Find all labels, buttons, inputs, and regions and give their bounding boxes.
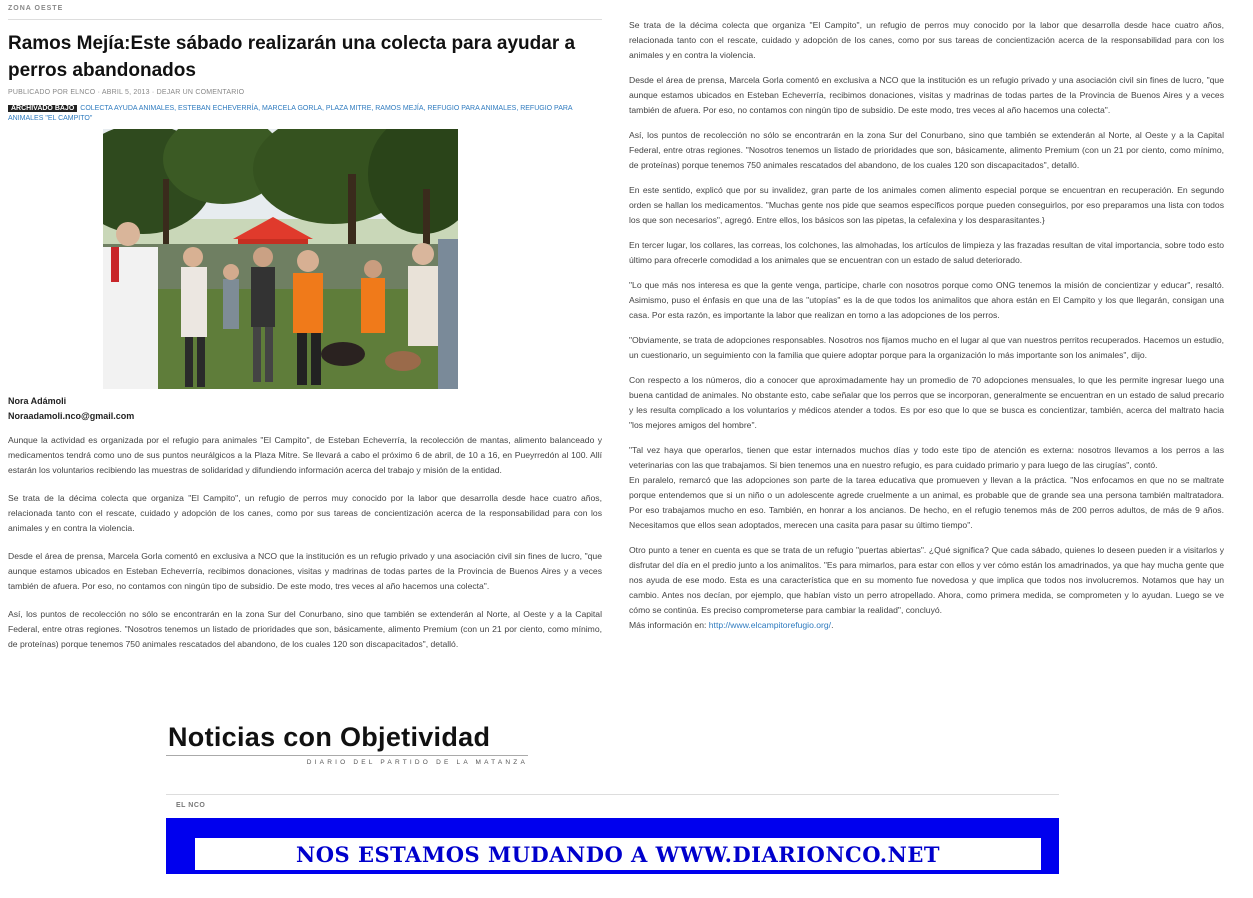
right-paragraph: Con respecto a los números, dio a conocer que aproximadamente hay un promedio de 70 adopciones mensuales, lo que les permite ingresar luego una buena cantidad de animales. No obstante esto, cabe señalar que los perros que se incorporan, generalmente se encuentran en un estado de salud precario y les resulta complicado a los voluntarios y médicos atender a todos. Es por eso que lo que se busca es concientizar, también, acerca del maltrato hacia "los mejores amigos del hombre". (629, 375, 1224, 430)
footer-divider (166, 794, 1059, 795)
more-info-suffix: . (831, 620, 834, 630)
article-tags (8, 104, 602, 124)
right-column (629, 18, 1224, 643)
author-email: Noraadamoli.nco@gmail.com (8, 411, 135, 421)
right-paragraph: En este sentido, explicó que por su invalidez, gran parte de los animales comen alimento especial porque se encuentran en recuperación. En segundo orden se hallan los medicamentos. "Muchas gente nos pide que seamos específicos porque pueden conseguirlos, por eso preparamos una lista con todos los que son necesarios", agregó. Entre ellos, los básicos son las pipetas, la cefalexina y los desparasitantes.} (629, 185, 1224, 225)
banner-text[interactable]: NOS ESTAMOS MUDANDO A WWW.DIARIONCO.NET (296, 842, 940, 867)
author-block (8, 394, 602, 424)
article-title: Ramos Mejía:Este sábado realizarán una colecta para ayudar a perros abandonados (8, 33, 576, 81)
author-name: Nora Adámoli (8, 396, 67, 406)
right-paragraph: Otro punto a tener en cuenta es que se trata de un refugio "puertas abiertas". ¿Qué significa? Que cada sábado, quienes lo deseen pueden ir a visitarlos y disfrutar del día en el predio junto a los animalitos. "Es para mimarlos, para estar con ellos y ver cómo están los amadrinados, ya que hay mucha gente que nos ayuda de ese modo. Esta es una característica que en su momento fue novedosa y que implica que todos nos involucremos. Notamos que hay un cambio. Antes nos decían, por ejemplo, que habían visto un perro atropellado. Ahora, como primera medida, se comprometen y lo ayudan. Luego se ve cómo se continúa. Es preciso comprometerse para cambiar la realidad", concluyó. (629, 545, 1224, 615)
more-info (629, 618, 1224, 633)
left-column (8, 0, 602, 665)
section-label: ZONA OESTE (8, 0, 602, 20)
right-paragraph: Así, los puntos de recolección no sólo se encontrarán en la zona Sur del Conurbano, sino que también se extenderán al Norte, al Oeste y a la Capital Federal, entre otras regiones. "Nosotros tenemos un listado de prioridades que son, básicamente, alimento Premium (con un 21 por ciento, como mínimo, de proteínas) porque tenemos 750 animales rescatados del abandono, de los cuales 120 son discapacitados", detalló. (629, 130, 1224, 170)
right-paragraph: "Tal vez haya que operarlos, tienen que estar internados muchos días y todo este tipo de atención es externa: nosotros llevamos a los perros a las veterinarias con las que trabajamos. Si bien tenemos una en nuestro refugio, es para cuidado primario y para luego de las cirugías", contó. (629, 445, 1224, 470)
article-photo (103, 129, 458, 389)
right-paragraph: Desde el área de prensa, Marcela Gorla comentó en exclusiva a NCO que la institución es un refugio privado y una asociación civil sin fines de lucro, "que aunque estamos ubicados en Esteban Echeverría, recibimos donaciones, visitas y madrinas de todas partes de la Provincia de Buenos Aires y a veces también de afuera. Por eso, no contamos con ningún tipo de subsidio. De este modo, tres veces al año hacemos una colecta". (629, 75, 1224, 115)
left-paragraph: Aunque la actividad es organizada por el refugio para animales "El Campito", de Esteban Echeverría, la recolección de mantas, alimento balanceado y medicamentos tendrá como uno de sus puntos neurálgicos a la Plaza Mitre. Se llevará a cabo el próximo 6 de abril, de 10 a 16, en Pueyrredón al 100. Allí estarán los voluntarios recibiendo las muestras de solidaridad y difundiendo información acerca del trabajo y misión de la entidad. (8, 435, 602, 475)
right-paragraph: "Obviamente, se trata de adopciones responsables. Nosotros nos fijamos mucho en el lugar al que van nuestros perritos recuperados. Hacemos un estudio, un cuestionario, un seguimiento con la familia que quiere adoptar porque para la organización lo más importante son los animales", dijo. (629, 335, 1224, 360)
left-paragraph: Se trata de la décima colecta que organiza "El Campito", un refugio de perros muy conocido por la labor que desarrolla desde hace cuatro años, relacionada tanto con el rescate, cuidado y adopción de los canes, como por sus tareas de concientización acerca de la responsabilidad para con los animales y en contra la violencia. (8, 493, 602, 533)
banner-inner-box (194, 837, 1042, 871)
site-footer (166, 722, 1059, 874)
published-info: PUBLICADO POR ELNCO · ABRIL 5, 2013 · (8, 89, 155, 96)
right-paragraph: Se trata de la décima colecta que organiza "El Campito", un refugio de perros muy conocido por la labor que desarrolla desde hace cuatro años, relacionada tanto con el rescate, cuidado y adopción de los canes, como por sus tareas de concientización acerca de la responsabilidad para con los animales y en contra la violencia. (629, 20, 1224, 60)
article-meta (8, 89, 602, 96)
masthead-subtitle: DIARIO DEL PARTIDO DE LA MATANZA (306, 759, 528, 766)
masthead-divider (166, 755, 528, 756)
moving-banner[interactable] (166, 818, 1059, 874)
tags-list[interactable]: COLECTA AYUDA ANIMALES, ESTEBAN ECHEVERRÍA, MARCELA GORLA, PLAZA MITRE, RAMOS MEJÍA, REFUGIO PARA ANIMALES, REFUGIO PARA ANIMALES "EL CAMPITO" (8, 105, 573, 122)
left-paragraph: Así, los puntos de recolección no sólo se encontrarán en la zona Sur del Conurbano, sino que también se extenderán al Norte, al Oeste y a la Capital Federal, entre otras regiones. "Nosotros tenemos un listado de prioridades que son, básicamente, alimento Premium (con un 21 por ciento, como mínimo, de proteínas) porque tenemos 750 animales rescatados del abandono, de los cuales 120 son discapacitados", detalló. (8, 609, 602, 649)
crowd-photo-illustration (103, 129, 458, 389)
left-paragraph: Desde el área de prensa, Marcela Gorla comentó en exclusiva a NCO que la institución es un refugio privado y una asociación civil sin fines de lucro, "que aunque estamos ubicados en Esteban Echeverría, recibimos donaciones, visitas y madrinas de todas partes de la Provincia de Buenos Aires y a veces también de afuera. Por eso, no contamos con ningún tipo de subsidio. De este modo, tres veces al año hacemos una colecta". (8, 551, 602, 591)
right-paragraph: En paralelo, remarcó que las adopciones son parte de la tarea educativa que promueven y llevan a la práctica. "Nos enfocamos en que no se maltrate porque entendemos que si un niño o un adolescente agrede cruelmente a un animal, es probable que de grande sea una persona también maltratadora. Por eso trabajamos mucho en eso. También, en honrar a los ancianos. De hecho, en el refugio tenemos más de 200 perros adultos, de más de 9 años. Necesitamos que ellos sean adoptados, merecen una casita para pasar su último tiempo". (629, 475, 1224, 530)
masthead-logo-title[interactable]: Noticias con Objetividad (168, 722, 491, 752)
tags-label: ARCHIVADO BAJO (8, 105, 77, 112)
more-info-label: Más información en: (629, 620, 707, 630)
footer-tag: EL NCO (176, 802, 206, 809)
left-body (8, 433, 602, 652)
leave-comment-link[interactable]: DEJAR UN COMENTARIO (156, 89, 245, 96)
right-paragraph: En tercer lugar, los collares, las correas, los colchones, las almohadas, los artículos de limpieza y las frazadas resultan de vital importancia, sobre todo esto último para ofrecerle comodidad a los animales que se encuentran con un estado de salud deteriorado. (629, 240, 1224, 265)
more-info-link[interactable]: http://www.elcampitorefugio.org/ (708, 620, 832, 630)
right-paragraph: "Lo que más nos interesa es que la gente venga, participe, charle con nosotros porque como ONG tenemos la misión de concientizar y educar", resaltó. Asimismo, puso el énfasis en que una de las "utopías" es la de que todos los animalitos que ahora están en El Campito y los que llegarán, consigan una casa. Por esta razón, es importante la labor que realizan en torno a las adopciones de los perros. (629, 280, 1224, 320)
